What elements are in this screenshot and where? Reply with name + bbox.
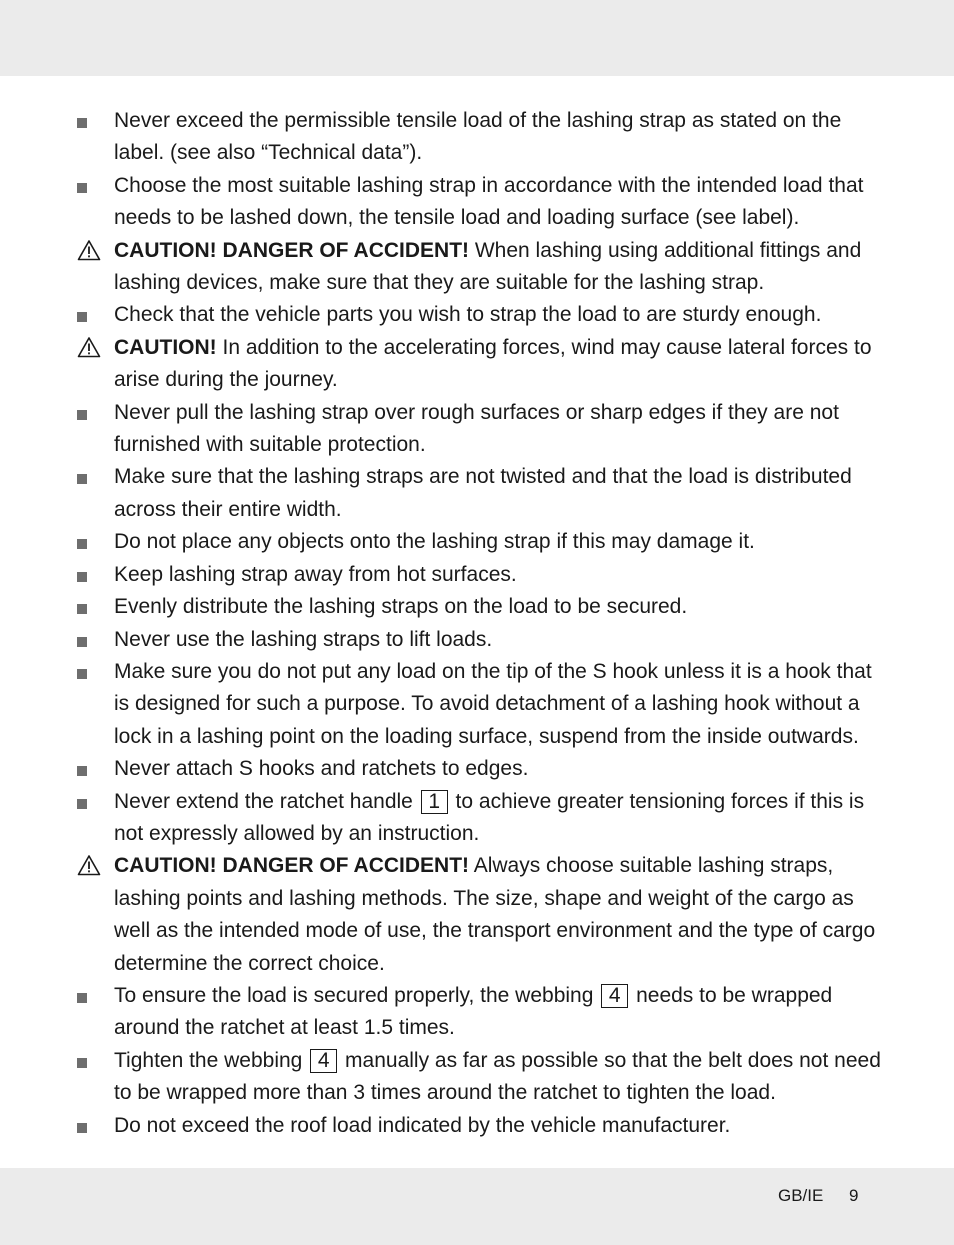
warning-triangle-icon	[77, 854, 101, 876]
square-bullet-icon	[77, 1058, 87, 1068]
list-item: Never exceed the permissible tensile load of the lashing strap as stated on the label. (see also “Technical data”).	[0, 105, 954, 170]
square-bullet-icon	[77, 669, 87, 679]
part-reference-box: 4	[601, 984, 628, 1008]
warning-item: CAUTION! DANGER OF ACCIDENT! When lashing using additional fittings and lashing devices, make sure that they are suitable for the lashing strap.	[0, 235, 954, 300]
page-footer	[0, 1186, 954, 1210]
warning-item: CAUTION! In addition to the accelerating forces, wind may cause lateral forces to arise during the journey.	[0, 332, 954, 397]
list-item: Never use the lashing straps to lift loads.	[0, 624, 954, 656]
list-item: Do not place any objects onto the lashing strap if this may damage it.	[0, 526, 954, 558]
list-item: Keep lashing strap away from hot surfaces.	[0, 559, 954, 591]
region-code: GB/IE	[778, 1186, 824, 1205]
list-item: Evenly distribute the lashing straps on the load to be secured.	[0, 591, 954, 623]
list-item: Never attach S hooks and ratchets to edges.	[0, 753, 954, 785]
safety-instructions-list	[0, 105, 954, 1142]
square-bullet-icon	[77, 1123, 87, 1133]
square-bullet-icon	[77, 799, 87, 809]
list-item: To ensure the load is secured properly, the webbing 4 needs to be wrapped around the ratchet at least 1.5 times.	[0, 980, 954, 1045]
list-item: Never pull the lashing strap over rough surfaces or sharp edges if they are not furnished with suitable protection.	[0, 397, 954, 462]
list-item: Choose the most suitable lashing strap in accordance with the intended load that needs to be lashed down, the tensile load and loading surface (see label).	[0, 170, 954, 235]
warning-triangle-icon	[77, 239, 101, 261]
list-item: Never extend the ratchet handle 1 to achieve greater tensioning forces if this is not expressly allowed by an instruction.	[0, 786, 954, 851]
square-bullet-icon	[77, 474, 87, 484]
warning-item: CAUTION! DANGER OF ACCIDENT! Always choose suitable lashing straps, lashing points and lashing methods. The size, shape and weight of the cargo as well as the intended mode of use, the transport environment and the type of cargo determine the correct choice.	[0, 850, 954, 980]
list-item: Make sure that the lashing straps are not twisted and that the load is distributed across their entire width.	[0, 461, 954, 526]
square-bullet-icon	[77, 183, 87, 193]
list-item: Check that the vehicle parts you wish to strap the load to are sturdy enough.	[0, 299, 954, 331]
square-bullet-icon	[77, 637, 87, 647]
list-item: Tighten the webbing 4 manually as far as possible so that the belt does not need to be wrapped more than 3 times around the ratchet to tighten the load.	[0, 1045, 954, 1110]
part-reference-box: 4	[310, 1049, 337, 1073]
square-bullet-icon	[77, 604, 87, 614]
part-reference-box: 1	[421, 790, 448, 814]
warning-label: CAUTION! DANGER OF ACCIDENT!	[114, 854, 470, 878]
square-bullet-icon	[77, 118, 87, 128]
header-band	[0, 0, 954, 76]
page-number: 9	[849, 1186, 859, 1205]
warning-triangle-icon	[77, 336, 101, 358]
square-bullet-icon	[77, 539, 87, 549]
warning-label: CAUTION! DANGER OF ACCIDENT!	[114, 238, 470, 262]
square-bullet-icon	[77, 572, 87, 582]
list-item: Do not exceed the roof load indicated by the vehicle manufacturer.	[0, 1110, 954, 1142]
square-bullet-icon	[77, 766, 87, 776]
square-bullet-icon	[77, 312, 87, 322]
warning-label: CAUTION!	[114, 335, 217, 359]
square-bullet-icon	[77, 410, 87, 420]
list-item: Make sure you do not put any load on the tip of the S hook unless it is a hook that is designed for such a purpose. To avoid detachment of a lashing hook without a lock in a lashing point on the loading surface, suspend from the inside outwards.	[0, 656, 954, 753]
square-bullet-icon	[77, 993, 87, 1003]
